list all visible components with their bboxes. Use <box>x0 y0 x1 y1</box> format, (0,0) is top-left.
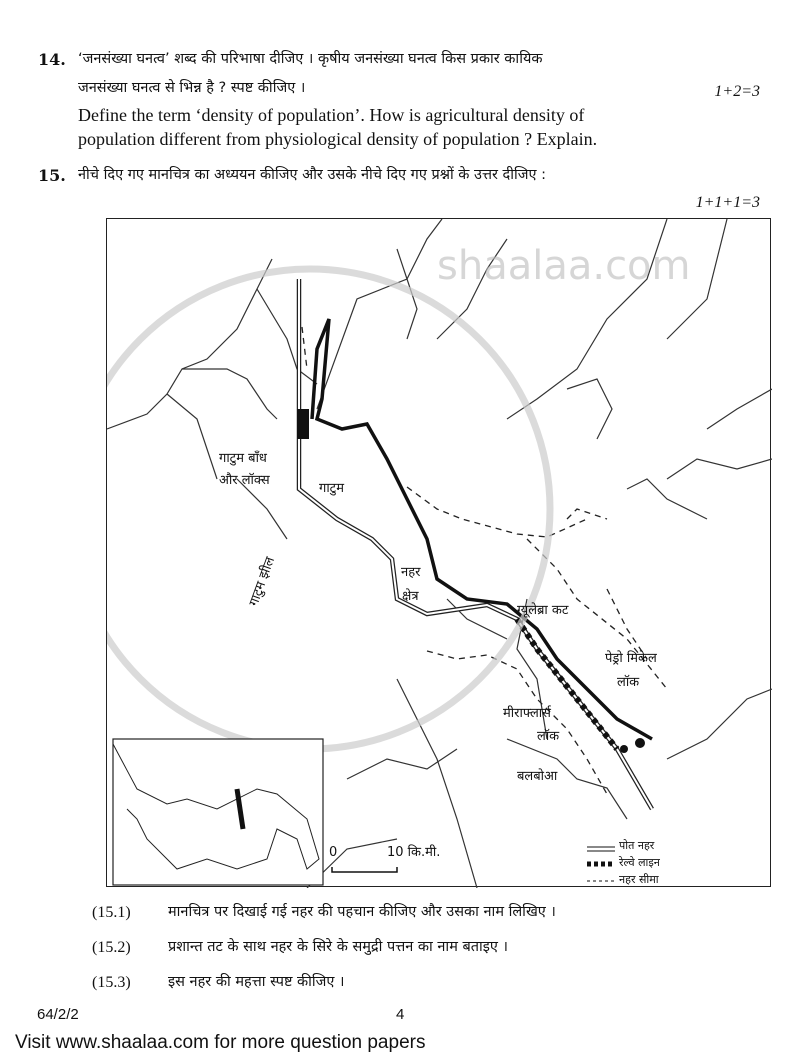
legend-symbols <box>587 847 615 881</box>
q15-number: 15. <box>38 166 66 185</box>
label-canal-zone-2: क्षेत्र <box>402 589 419 604</box>
label-gatun-lake: गाटुम झील <box>246 555 279 609</box>
subq-15-1-text: मानचित्र पर दिखाई गई नहर की पहचान कीजिए और उसका नाम लिखिए । <box>168 904 556 920</box>
q15-marks: 1+1+1=3 <box>695 194 760 211</box>
legend-canal-boundary: नहर सीमा <box>619 873 659 886</box>
scale-zero: 0 <box>329 845 338 860</box>
canal-zone-boundary <box>302 327 667 794</box>
q15-hindi: नीचे दिए गए मानचित्र का अध्ययन कीजिए और उसके नीचे दिए गए प्रश्नों के उत्तर दीजिए : <box>78 167 547 183</box>
label-balboa: बलबोआ <box>517 769 558 784</box>
page-number: 4 <box>396 1006 405 1023</box>
label-pedro-miguel: पेड्रो मिकेल <box>605 651 657 666</box>
legend-ship-canal: पोत नहर <box>619 839 655 852</box>
panama-canal-map <box>106 218 771 887</box>
legend-railway: रेल्वे लाइन <box>619 856 660 869</box>
subq-15-3-text: इस नहर की महत्ता स्पष्ट कीजिए । <box>168 974 345 990</box>
label-canal-zone-1: नहर <box>401 565 421 580</box>
label-gatun-locks: और लॉक्स <box>219 473 270 488</box>
q14-english-line2: population different from physiological density of population ? Explain. <box>78 129 598 149</box>
label-miraflores-lock: लॉक <box>537 729 560 744</box>
q14-hindi-line1: ‘जनसंख्या घनत्व’ शब्द की परिभाषा दीजिए । कृषीय जनसंख्या घनत्व किस प्रकार कायिक <box>78 51 543 67</box>
label-miraflores: मीराफ्लार्स <box>503 706 551 721</box>
subq-15-2-number: (15.2) <box>92 939 131 956</box>
scale-bar <box>332 867 397 872</box>
subq-15-1-number: (15.1) <box>92 904 131 921</box>
watermark-text: shaalaa.com <box>437 243 691 289</box>
shaalaa-link[interactable]: Visit www.shaalaa.com for more question papers <box>15 1032 426 1053</box>
label-culebra-cut: ग्यूलेब्रा कट <box>517 603 569 618</box>
gatun-locks-symbol <box>297 409 309 439</box>
label-gatun: गाटुम <box>319 481 345 496</box>
q14-number: 14. <box>38 50 66 69</box>
q14-english-line1: Define the term ‘density of population’. How is agricultural density of <box>78 105 585 125</box>
inset-map <box>113 739 323 885</box>
subq-15-2-text: प्रशान्त तट के साथ नहर के सिरे के समुद्री पत्तन का नाम बताइए । <box>168 939 509 955</box>
balboa-marker <box>620 745 628 753</box>
q14-hindi-line2: जनसंख्या घनत्व से भिन्न है ? स्पष्ट कीजिए । <box>78 80 306 96</box>
balboa-marker <box>635 738 645 748</box>
scale-ten-km: 10 कि.मी. <box>387 845 441 860</box>
map-drawing <box>107 219 772 888</box>
q14-marks: 1+2=3 <box>714 83 760 100</box>
paper-code: 64/2/2 <box>37 1006 79 1023</box>
label-pedro-miguel-lock: लॉक <box>617 675 640 690</box>
label-gatun-dam: गाटुम बाँध <box>219 451 267 466</box>
subq-15-3-number: (15.3) <box>92 974 131 991</box>
